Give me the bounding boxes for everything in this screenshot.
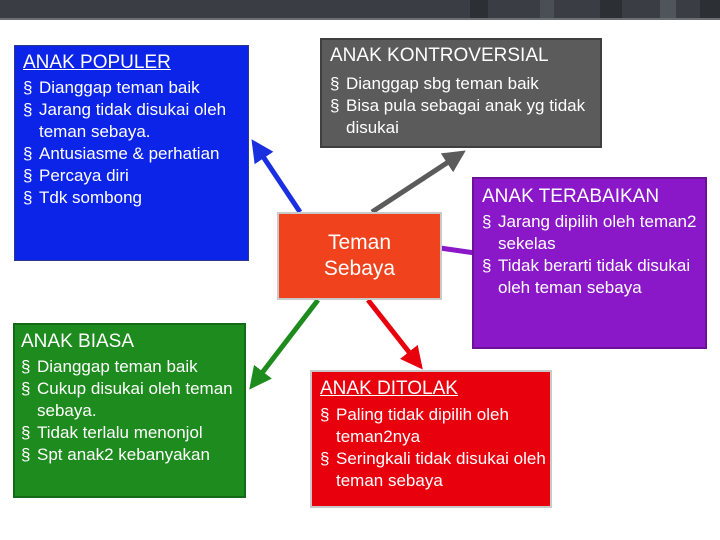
list-item: § Tdk sombong — [23, 187, 244, 209]
arrow-to-populer — [254, 143, 300, 212]
arrow-to-kontroversial — [372, 153, 462, 212]
list-item: § Spt anak2 kebanyakan — [21, 444, 240, 466]
box-anak-biasa — [13, 323, 246, 498]
center-label-line1: Teman — [327, 231, 392, 254]
list-item: § Paling tidak dipilih oleh teman2nya — [320, 404, 546, 448]
list-item: § Dianggap sbg teman baik — [330, 73, 594, 95]
box-anak-populer — [14, 45, 249, 261]
ditolak-list — [320, 404, 546, 492]
arrow-to-biasa — [252, 300, 318, 386]
box-anak-ditolak — [310, 370, 552, 508]
center-teman-sebaya — [277, 212, 442, 300]
kontroversial-list — [330, 73, 594, 139]
arrow-to-ditolak — [368, 300, 420, 366]
populer-list — [23, 77, 244, 209]
box-anak-terabaikan — [472, 177, 707, 349]
list-item: § Cukup disukai oleh teman sebaya. — [21, 378, 240, 422]
list-item: § Tidak berarti tidak disukai oleh teman sebaya — [482, 255, 701, 299]
terabaikan-list — [482, 211, 701, 299]
list-item: § Tidak terlalu menonjol — [21, 422, 240, 444]
list-item: § Dianggap teman baik — [23, 77, 244, 99]
list-item: § Dianggap teman baik — [21, 356, 240, 378]
terabaikan-title: ANAK TERABAIKAN — [482, 186, 660, 207]
list-item: § Seringkali tidak disukai oleh teman sebaya — [320, 448, 546, 492]
list-item: § Percaya diri — [23, 165, 244, 187]
biasa-list — [21, 356, 240, 466]
list-item: § Bisa pula sebagai anak yg tidak disukai — [330, 95, 594, 139]
ditolak-title: ANAK DITOLAK — [320, 378, 458, 399]
kontroversial-title: ANAK KONTROVERSIAL — [330, 45, 549, 66]
list-item: § Jarang tidak disukai oleh teman sebaya. — [23, 99, 244, 143]
box-anak-kontroversial — [320, 38, 602, 148]
center-label-line2: Sebaya — [323, 257, 396, 280]
populer-title: ANAK POPULER — [23, 52, 171, 73]
biasa-title: ANAK BIASA — [21, 331, 134, 352]
list-item: § Jarang dipilih oleh teman2 sekelas — [482, 211, 701, 255]
list-item: § Antusiasme & perhatian — [23, 143, 244, 165]
